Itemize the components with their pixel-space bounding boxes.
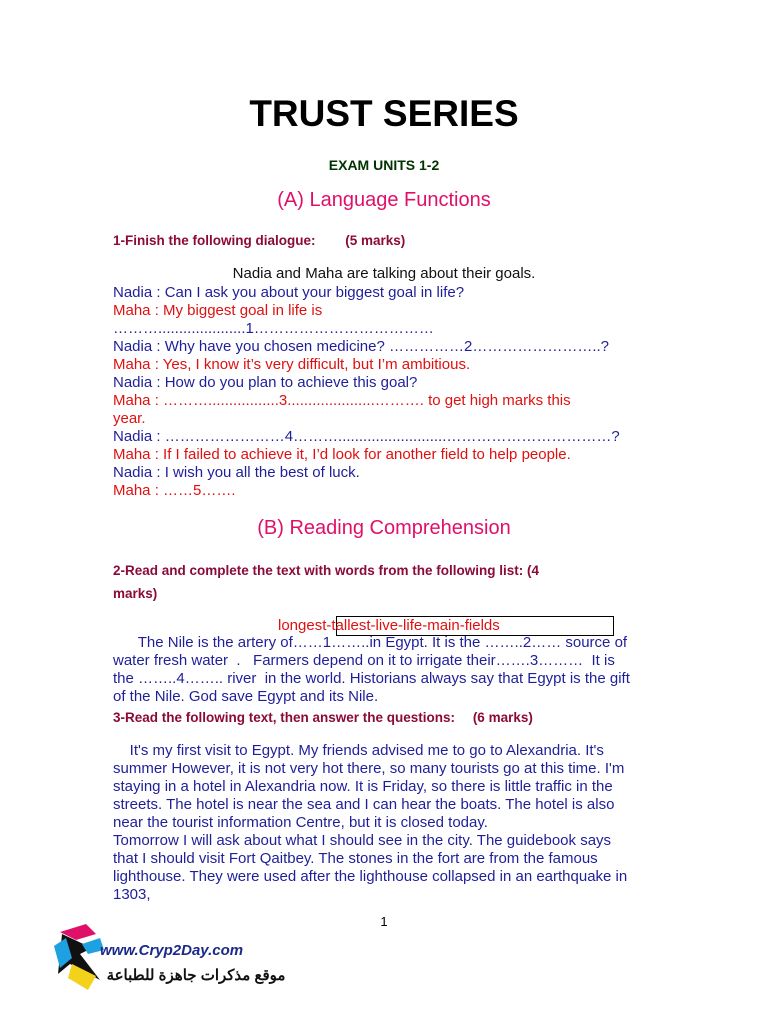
paragraph-line: lighthouse. They were used after the lighthouse collapsed in an earthquake in (113, 868, 628, 885)
section-a-heading: (A) Language Functions (277, 189, 491, 211)
paragraph-line: the ……..4…….. river in the world. Historians always say that Egypt is the gift (113, 670, 630, 687)
dialogue-line: Maha : ……….................3.....................………. to get high marks this (113, 392, 571, 409)
question-3 (113, 710, 533, 725)
question-1 (113, 233, 405, 248)
dialogue-line: Maha : My biggest goal in life is (113, 302, 323, 319)
question-3-label: 3-Read the following text, then answer the questions: (113, 710, 456, 725)
page-title: TRUST SERIES (249, 93, 519, 134)
exam-subtitle: EXAM UNITS 1-2 (328, 157, 440, 173)
dialogue-line: Nadia : How do you plan to achieve this goal? (113, 374, 418, 391)
question-2-line: 2-Read and complete the text with words from the following list: (4 (113, 563, 540, 578)
dialogue-line: ……….....................1……………………………… (113, 320, 434, 337)
paragraph-line: The Nile is the artery of……1……..in Egypt. It is the ……..2…… source of (113, 634, 628, 651)
question-2-line: marks) (113, 586, 158, 601)
paragraph-line: streets. The hotel is near the sea and I can hear the boats. The hotel is also (113, 796, 615, 813)
dialogue-line: Nadia : Can I ask you about your biggest goal in life? (113, 284, 465, 301)
dialogue-line: Maha : ……5……. (113, 482, 236, 499)
paragraph-line: that I should visit Fort Qaitbey. The stones in the fort are from the famous (113, 850, 598, 867)
dialogue-line: Nadia : Why have you chosen medicine? ……………2……………………..? (113, 338, 610, 355)
dialogue-intro: Nadia and Maha are talking about their goals. (232, 265, 536, 282)
question-2 (113, 559, 539, 605)
logo-url-text: www.Cryp2Day.com (100, 942, 244, 959)
section-b-heading: (B) Reading Comprehension (257, 517, 511, 539)
dialogue-line: year. (113, 410, 146, 427)
question-1-marks: (5 marks) (345, 233, 406, 248)
paragraph-line: It's my first visit to Egypt. My friends advised me to go to Alexandria. It's (113, 742, 604, 759)
dialogue (113, 284, 653, 500)
dialogue-line: Nadia : ……………………4………..........................……………………………? (113, 428, 620, 445)
word-list: longest-tallest-live-life-main-fields (278, 617, 500, 634)
paragraph-line: staying in a hotel in Alexandria now. It is Friday, so there is little traffic in the (113, 778, 613, 795)
question-2-text (113, 634, 658, 706)
paragraph-line: water fresh water . Farmers depend on it to irrigate their…….3……… It is (113, 652, 615, 669)
dialogue-line: Maha : If I failed to achieve it, I’d look for another field to help people. (113, 446, 571, 463)
question-3-marks: (6 marks) (472, 710, 533, 725)
dialogue-line: Nadia : I wish you all the best of luck. (113, 464, 360, 481)
question-3-text (113, 742, 658, 904)
paragraph-line: near the tourist information Centre, but it is closed today. (113, 814, 488, 831)
paragraph-line: of the Nile. God save Egypt and its Nile. (113, 688, 379, 705)
paragraph-line: summer However, it is not very hot there, so many tourists go at this time. I'm (113, 760, 625, 777)
page-number: 1 (380, 914, 388, 929)
question-1-label: 1-Finish the following dialogue: (113, 233, 316, 248)
logo-arabic-text: موقع مذكرات جاهزة للطباعة (106, 967, 286, 984)
paragraph-line: 1303, (113, 886, 151, 903)
dialogue-line: Maha : Yes, I know it’s very difficult, but I’m ambitious. (113, 356, 471, 373)
paragraph-line: Tomorrow I will ask about what I should see in the city. The guidebook says (113, 832, 612, 849)
